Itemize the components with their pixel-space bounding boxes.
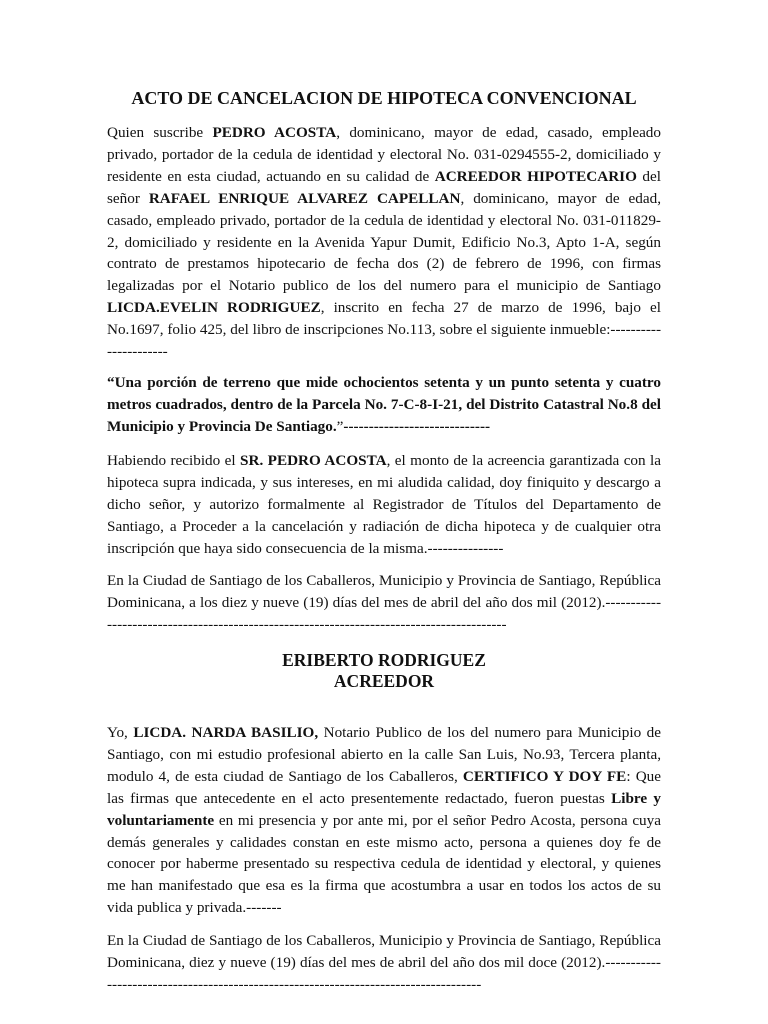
property-description: “Una porción de terreno que mide ochocientos setenta y un punto setenta y cuatro metros cuadrados, dentro de la Parcela No. 7-C-8-I-21, del Distrito Catastral No.8 del Municipio y Provincia De Santiago. [107,374,661,435]
text: Yo, [107,724,134,741]
creditor-name: SR. PEDRO ACOSTA [240,452,387,469]
creditor-role: ACREEDOR HIPOTECARIO [434,167,637,185]
text: , inscrito en fecha 27 de marzo de 1996, bajo el No.1697, folio 425, del libro de inscripciones No.113, sobre el siguiente inmueble:---------------------- [107,299,661,361]
signature-name: ERIBERTO RODRIGUEZ [282,650,486,670]
notary-name: LICDA.EVELIN RODRIGUEZ [107,299,321,317]
text: Habiendo recibido el [107,452,241,469]
text: del señor [107,167,661,207]
text: : Que las firmas que antecedente en el acto presentemente redactado, fueron puestas [107,767,661,807]
paragraph-release [107,450,661,560]
text: Quien suscribe [107,124,213,141]
paragraph-declaration [107,122,661,363]
text: , dominicano, mayor de edad, casado, empleado privado, portador de la cedula de identidad y electoral No. 031-011829-2, domiciliado y residente en la Avenida Yapur Dumit, Edificio No.3, Apto 1-A, según contrato de prestamos hipotecario de fecha dos (2) de febrero de 1996, con firmas legalizadas por el Notario publico de los del numero para el municipio de Santiago [107,189,662,295]
text: , el monto de la acreencia garantizada con la hipoteca supra indicada, y sus intereses, en mi aludida calidad, doy finiquito y descargo a dicho señor, y autorizo formalmente al Registrador de Títulos del Departamento de Santiago, a Proceder a la cancelación y radiación de dicha hipoteca y de cualquier otra inscripción que haya sido consecuencia de la misma.--------------- [107,452,661,557]
paragraph-property [107,372,661,438]
creditor-name: PEDRO ACOSTA [212,124,337,141]
paragraph-date-place: En la Ciudad de Santiago de los Caballeros, Municipio y Provincia de Santiago, República Dominicana, a los diez y nueve (19) días del mes de abril del año dos mil (2012).------------------------------------------------------------------------------------------ [107,572,661,633]
notary-name: LICDA. NARDA BASILIO, [133,724,319,741]
debtor-name: RAFAEL ENRIQUE ALVAREZ CAPELLAN [148,189,461,207]
document-title: ACTO DE CANCELACION DE HIPOTECA CONVENCIONAL [131,88,637,108]
dash-line: ----------------------------- [343,417,491,435]
text: , dominicano, mayor de edad, casado, empleado privado, portador de la cedula de identidad y electoral No. 031-0294555-2, domiciliado y residente en esta ciudad, actuando en su calidad de [107,124,661,185]
paragraph-final-date-place: En la Ciudad de Santiago de los Caballeros, Municipio y Provincia de Santiago, República Dominicana, diez y nueve (19) días del mes de abril del año dos mil doce (2012).------------------------------------------------------------------------------------- [107,932,661,993]
signature-block [0,650,768,692]
text: Notario Publico de los del numero para Municipio de Santiago, con mi estudio profesional abierto en la calle San Luis, No.93, Tercera planta, modulo 4, de esta ciudad de Santiago de los Caballeros, [107,724,661,785]
voluntary-phrase: Libre y voluntariamente [107,789,661,829]
text: ” [336,417,344,435]
paragraph-notary-certification [107,722,661,919]
text: en mi presencia y por ante mi, por el señor Pedro Acosta, persona cuya demás generales y calidades constan en este mismo acto, persona a quienes doy fe de conocer por haberme presentado su respectiva cedula de identidad y electoral, y quienes me han manifestado que esa es la firma que acostumbra a usar en todos los actos de su vida publica y privada.------- [107,811,661,917]
signature-role: ACREEDOR [333,671,435,691]
certification-phrase: CERTIFICO Y DOY FE [462,767,627,785]
